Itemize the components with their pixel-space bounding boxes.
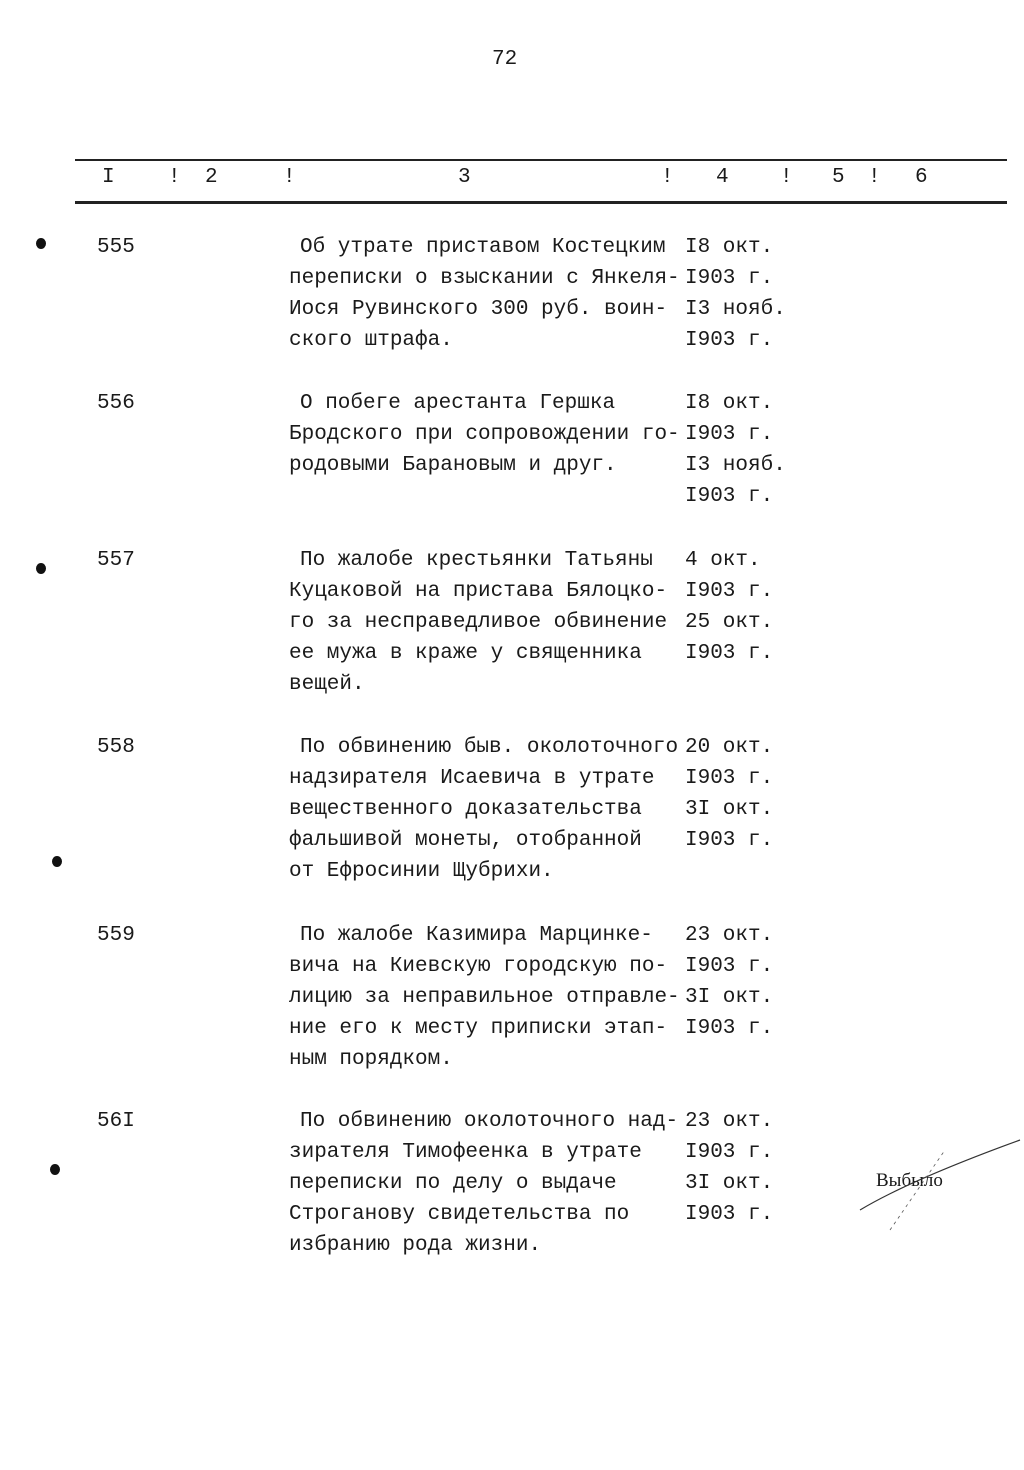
column-header: 3	[458, 166, 471, 189]
entry-date: 25 окт.	[685, 611, 774, 634]
entry-number: 559	[97, 924, 135, 947]
entry-title-line: Куцаковой на пристава Бялоцко-	[289, 580, 668, 603]
entry-title-line: ным порядком.	[289, 1048, 453, 1071]
entry-title-line: надзирателя Исаевича в утрате	[289, 767, 655, 790]
entry-number: 556	[97, 392, 135, 415]
entry-title-line: вещественного доказательства	[289, 798, 642, 821]
column-header: 6	[915, 166, 928, 189]
withdrawn-note: Выбыло	[876, 1170, 943, 1191]
entry-date: I903 г.	[685, 485, 774, 508]
entry-date: I3 нояб.	[685, 298, 786, 321]
entry-number: 558	[97, 736, 135, 759]
entry-title-line: вещей.	[289, 673, 365, 696]
entry-title-line: Иося Рувинского 300 руб. воин-	[289, 298, 668, 321]
entry-title-line: Бродского при сопровождении го-	[289, 423, 680, 446]
entry-title-line: от Ефросинии Щубрихи.	[289, 860, 554, 883]
column-header: I	[102, 166, 115, 189]
entry-date: I8 окт.	[685, 236, 774, 259]
entry-date: I903 г.	[685, 1203, 774, 1226]
entry-number: 557	[97, 549, 135, 572]
entry-date: 3I окт.	[685, 1172, 774, 1195]
entry-number: 56I	[97, 1110, 135, 1133]
handwritten-strike-icon	[850, 1130, 1024, 1240]
entry-date: I903 г.	[685, 329, 774, 352]
column-separator: !	[780, 166, 793, 189]
table-header-rule	[75, 201, 1007, 204]
entry-title-line: Строганову свидетельства по	[289, 1203, 630, 1226]
entry-title-line: По жалобе Казимира Марцинке-	[300, 924, 653, 947]
entry-date: I903 г.	[685, 955, 774, 978]
entry-date: I903 г.	[685, 1017, 774, 1040]
entry-title-line: го за несправедливое обвинение	[289, 611, 668, 634]
entry-date: 4 окт.	[685, 549, 761, 572]
column-separator: !	[661, 166, 674, 189]
column-header: 2	[205, 166, 218, 189]
entry-title-line: ее мужа в краже у священника	[289, 642, 642, 665]
entry-date: I903 г.	[685, 642, 774, 665]
entry-number: 555	[97, 236, 135, 259]
entry-title-line: переписки по делу о выдаче	[289, 1172, 617, 1195]
entry-title-line: Об утрате приставом Костецким	[300, 236, 666, 259]
column-separator: !	[168, 166, 181, 189]
entry-title-line: переписки о взыскании с Янкеля-	[289, 267, 680, 290]
entry-date: I903 г.	[685, 1141, 774, 1164]
entry-date: I903 г.	[685, 829, 774, 852]
entry-date: 3I окт.	[685, 798, 774, 821]
entry-title-line: По обвинению быв. околоточного	[300, 736, 679, 759]
entry-date: I8 окт.	[685, 392, 774, 415]
entry-title-line: фальшивой монеты, отобранной	[289, 829, 642, 852]
punch-mark	[50, 1164, 60, 1175]
entry-date: I903 г.	[685, 580, 774, 603]
column-header: 5	[832, 166, 845, 189]
entry-date: 23 окт.	[685, 924, 774, 947]
entry-title-line: вича на Киевскую городскую по-	[289, 955, 668, 978]
column-separator: !	[283, 166, 296, 189]
entry-title-line: ние его к месту приписки этап-	[289, 1017, 668, 1040]
entry-title-line: ского штрафа.	[289, 329, 453, 352]
entry-date: I3 нояб.	[685, 454, 786, 477]
entry-date: I903 г.	[685, 423, 774, 446]
punch-mark	[36, 563, 46, 574]
entry-title-line: По жалобе крестьянки Татьяны	[300, 549, 653, 572]
entry-title-line: родовыми Барановым и друг.	[289, 454, 617, 477]
entry-date: 23 окт.	[685, 1110, 774, 1133]
entry-title-line: О побеге арестанта Гершка	[300, 392, 616, 415]
entry-date: I903 г.	[685, 267, 774, 290]
punch-mark	[52, 856, 62, 867]
column-header: 4	[716, 166, 729, 189]
entry-date: 20 окт.	[685, 736, 774, 759]
column-separator: !	[868, 166, 881, 189]
entry-date: I903 г.	[685, 767, 774, 790]
table-top-rule	[75, 159, 1007, 161]
entry-title-line: лицию за неправильное отправле-	[289, 986, 680, 1009]
page-number: 72	[492, 48, 518, 71]
entry-title-line: избранию рода жизни.	[289, 1234, 542, 1257]
entry-date: 3I окт.	[685, 986, 774, 1009]
punch-mark	[36, 238, 46, 249]
entry-title-line: зирателя Тимофеенка в утрате	[289, 1141, 642, 1164]
entry-title-line: По обвинению околоточного над-	[300, 1110, 679, 1133]
